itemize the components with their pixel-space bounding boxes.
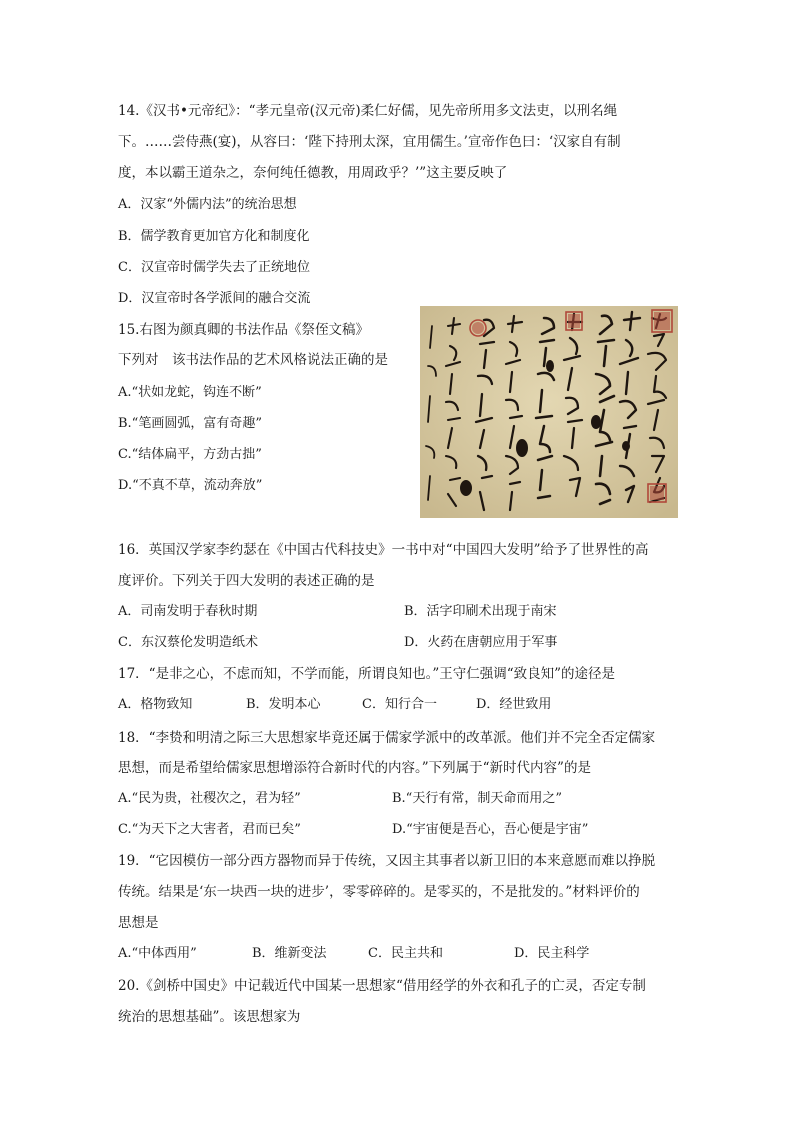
- q15-stem-line-1: 15.右图为颜真卿的书法作品《祭侄文稿》: [118, 322, 369, 338]
- q14-option-a[interactable]: A．汉家“外儒内法”的统治思想: [118, 197, 297, 212]
- q18-option-a[interactable]: A.“民为贵，社稷次之，君为轻”: [118, 791, 301, 806]
- q17-options-row: [118, 695, 678, 715]
- q14-stem-line-1: 14.《汉书•元帝纪》：“孝元皇帝(汉元帝)柔仁好儒，见先帝所用多文法吏，以刑名绳: [118, 103, 618, 119]
- q19-option-b[interactable]: B．维新变法: [252, 946, 327, 961]
- q18-option-b[interactable]: B.“天行有常，制天命而用之”: [392, 791, 562, 806]
- q16-stem-line-1: 16．英国汉学家李约瑟在《中国古代科技史》一书中对“中国四大发明”给予了世界性的高: [118, 542, 649, 558]
- q17-option-c[interactable]: C．知行合一: [362, 697, 437, 712]
- q19-stem-line-3: 思想是: [118, 915, 159, 931]
- calligraphy-artwork: [420, 306, 678, 518]
- q16-option-a[interactable]: A．司南发明于春秋时期: [118, 604, 258, 619]
- q19-stem-line-2: 传统。结果是‘东一块西一块的进步’，零零碎碎的。是零买的，不是批发的。”材料评价的: [118, 884, 640, 900]
- calligraphy-image: [420, 306, 678, 518]
- q15-option-d[interactable]: D.“不真不草，流动奔放”: [118, 478, 263, 493]
- q14-option-d[interactable]: D．汉宣帝时各学派间的融合交流: [118, 291, 311, 306]
- q17-stem-line-1: 17．“是非之心，不虑而知，不学而能，所谓良知也。”王守仁强调“致良知”的途径是: [118, 666, 616, 682]
- q17-option-b[interactable]: B．发明本心: [246, 697, 321, 712]
- q19-option-c[interactable]: C．民主共和: [368, 946, 443, 961]
- q15-stem-line-2: 下列对 该书法作品的艺术风格说法正确的是: [118, 352, 388, 368]
- q18-options-row-2: [118, 820, 678, 840]
- q16-options-row-2: [118, 633, 678, 653]
- q14-stem-line-2: 下。……尝侍燕(宴)，从容曰：‘陛下持刑太深，宜用儒生。’宣帝作色曰：‘汉家自有制: [118, 134, 621, 150]
- q18-options-row-1: [118, 789, 678, 809]
- q17-option-a[interactable]: A．格物致知: [118, 697, 193, 712]
- q19-options-row: [118, 944, 678, 964]
- q19-option-d[interactable]: D．民主科学: [514, 946, 590, 961]
- q16-option-b[interactable]: B．活字印刷术出现于南宋: [404, 604, 557, 619]
- q17-option-d[interactable]: D．经世致用: [476, 697, 552, 712]
- q16-option-c[interactable]: C．东汉蔡伦发明造纸术: [118, 635, 258, 650]
- q14-stem-line-3: 度，本以霸王道杂之，奈何纯任德教，用周政乎？’”这主要反映了: [118, 165, 508, 181]
- q19-option-a[interactable]: A.“中体西用”: [118, 946, 197, 961]
- q18-option-c[interactable]: C.“为天下之大害者，君而已矣”: [118, 822, 301, 837]
- q18-stem-line-1: 18．“李贽和明清之际三大思想家毕竟还属于儒家学派中的改革派。他们并不完全否定儒家: [118, 730, 656, 746]
- q20-stem-line-2: 统治的思想基础”。该思想家为: [118, 1009, 301, 1025]
- q16-stem-line-2: 度评价。下列关于四大发明的表述正确的是: [118, 573, 375, 589]
- q16-options-row-1: [118, 602, 678, 622]
- q15-option-c[interactable]: C.“结体扁平，方劲古拙”: [118, 447, 262, 462]
- q19-stem-line-1: 19．“它因模仿一部分西方器物而异于传统，又因主其事者以新卫旧的本来意愿而难以挣脱: [118, 853, 656, 869]
- q14-option-b[interactable]: B．儒学教育更加官方化和制度化: [118, 229, 310, 244]
- q15-option-b[interactable]: B.“笔画圆弧，富有奇趣”: [118, 416, 262, 431]
- q20-stem-line-1: 20.《剑桥中国史》中记载近代中国某一思想家“借用经学的外衣和孔子的亡灵，否定专制: [118, 978, 646, 994]
- q18-stem-line-2: 思想，而是希望给儒家思想增添符合新时代的内容。”下列属于“新时代内容”的是: [118, 760, 591, 776]
- q15-option-a[interactable]: A.“状如龙蛇，钩连不断”: [118, 385, 262, 400]
- q16-option-d[interactable]: D．火药在唐朝应用于军事: [404, 635, 558, 650]
- q18-option-d[interactable]: D.“宇宙便是吾心，吾心便是宇宙”: [392, 822, 589, 837]
- q14-option-c[interactable]: C．汉宣帝时儒学失去了正统地位: [118, 260, 310, 275]
